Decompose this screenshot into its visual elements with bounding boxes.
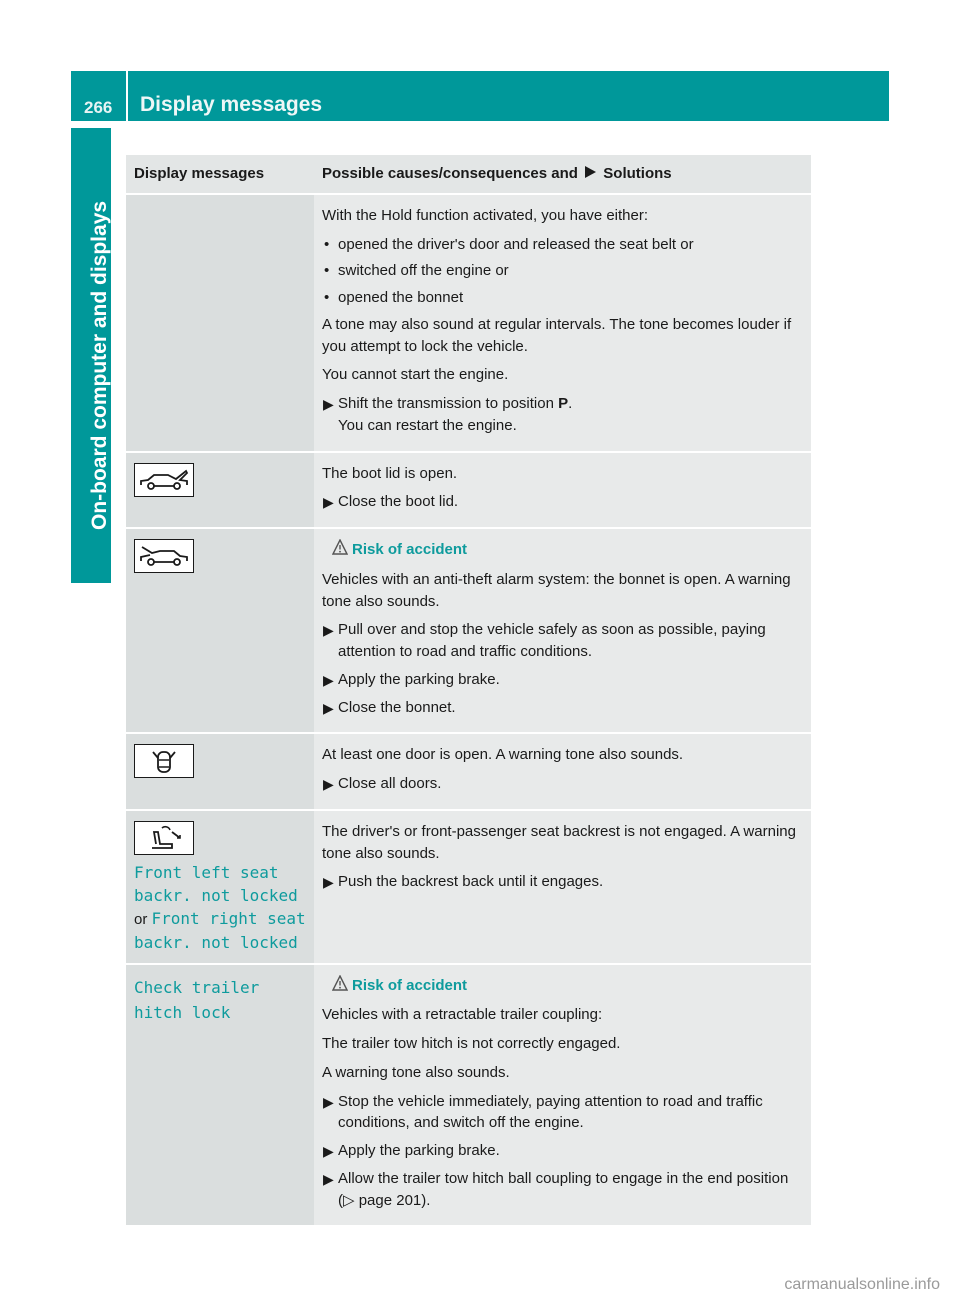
row-paragraph: The driver's or front-passenger seat backrest is not engaged. A warning tone also sounds. [322,822,796,862]
row-paragraph: The trailer tow hitch is not correctly engaged. [322,1035,621,1053]
boot-lid-open-icon [134,463,194,497]
table-row [126,733,811,810]
or-label: or [134,911,148,929]
column-header-solutions [314,155,811,194]
table-row [126,964,811,1227]
step-text: Apply the parking brake. [338,1142,500,1160]
instruction-step [322,773,803,795]
step-arrow-icon: ▶ [323,699,334,716]
solution-cell [314,528,811,733]
row-paragraph: You cannot start the engine. [322,366,509,384]
display-message-text: Check trailer hitch lock [134,977,260,1023]
solution-cell [314,964,811,1227]
step-text: Close all doors. [338,775,442,792]
list-item: • opened the bonnet [322,287,803,309]
step-arrow-icon: ▶ [323,622,334,639]
page-number-box [71,71,128,121]
message-cell [126,733,314,810]
list-item: • switched off the engine or [322,260,803,282]
page-reference-icon: ▷ [343,1191,359,1209]
instruction-step [322,1168,803,1212]
page-number: 266 [84,98,113,117]
display-message-text: Front right seat backr. not locked [134,909,306,952]
solution-cell [314,810,811,964]
instruction-step [322,669,803,691]
step-arrow-icon: ▶ [323,671,334,688]
door-open-icon [134,744,194,778]
message-cell [126,452,314,529]
step-text: Allow the trailer tow hitch ball coupling to engage in the end position ( [338,1169,789,1209]
instruction-step [322,697,803,719]
warning-triangle-icon [332,975,348,991]
step-arrow-icon: ▶ [323,396,334,412]
instruction-step [322,491,803,513]
table-header-row [126,155,811,194]
step-continuation: You can restart the engine. [338,416,517,434]
instruction-step [322,871,803,893]
row-paragraph: A tone may also sound at regular intervals. The tone becomes louder if you attempt to lock the vehicle. [322,315,792,355]
solution-cell [314,452,811,529]
instruction-step [322,393,803,437]
step-text: Close the boot lid. [338,493,459,511]
row-paragraph: Vehicles with an anti-theft alarm system: the bonnet is open. A warning tone also sounds. [322,570,791,610]
row-paragraph: A warning tone also sounds. [322,1063,510,1081]
list-item: • opened the driver's door and released the seat belt or [322,234,803,256]
step-arrow-icon: ▶ [323,1143,334,1160]
row-paragraph: At least one door is open. A warning tone also sounds. [322,746,684,764]
step-text: Apply the parking brake. [338,670,500,688]
message-cell [126,194,314,452]
message-cell [126,528,314,733]
warning-triangle-icon [332,539,348,555]
column-header-solutions-text: Possible causes/consequences and [322,165,578,182]
step-text-end: ). [421,1191,431,1209]
instruction-step [322,1091,803,1135]
bonnet-open-icon [134,539,194,573]
warning-text: Risk of accident [352,541,468,558]
step-text: Close the bonnet. [338,698,456,716]
table-row [126,194,811,452]
display-messages-table [126,155,811,1227]
message-cell [126,964,314,1227]
page-title: Display messages [140,93,323,116]
table-row [126,810,811,964]
step-text: Pull over and stop the vehicle safely as soon as possible, paying attention to road and traffic conditions. [338,621,766,660]
step-text: Stop the vehicle immediately, paying attention to road and traffic conditions, and switch off the engine. [338,1092,763,1132]
page-header [71,71,889,121]
chapter-label: On-board computer and displays [88,200,111,530]
warning-text: Risk of accident [352,976,468,994]
warning-heading [322,539,803,561]
solution-cell [314,733,811,810]
instruction-step [322,1140,803,1162]
step-arrow-icon: ▶ [323,494,334,511]
step-arrow-icon: ▶ [323,1093,334,1110]
column-header-solutions-label: Solutions [603,165,672,182]
table-row [126,528,811,733]
arrow-right-icon [584,165,597,179]
row-paragraph: Vehicles with a retractable trailer coupling: [322,1006,603,1024]
seat-backrest-icon [134,821,194,855]
column-header-messages: Display messages [126,155,314,194]
table-row [126,452,811,529]
warning-heading [322,975,803,997]
watermark: carmanualsonline.info [784,1276,940,1293]
row-intro: With the Hold function activated, you have either: [322,206,649,224]
message-cell [126,810,314,964]
step-text: Shift the transmission to position [338,395,559,412]
solution-cell [314,194,811,452]
page-reference-link[interactable]: page 201 [358,1191,422,1209]
step-text-end: . [568,395,573,412]
step-text: Push the backrest back until it engages. [338,873,604,891]
display-message-text: Front left seat backr. not locked [134,862,298,905]
step-text-bold: P [558,395,569,412]
step-arrow-icon: ▶ [323,1170,334,1187]
step-arrow-icon: ▶ [323,874,334,891]
instruction-step [322,619,803,663]
row-paragraph: The boot lid is open. [322,464,458,482]
step-arrow-icon: ▶ [323,776,334,792]
